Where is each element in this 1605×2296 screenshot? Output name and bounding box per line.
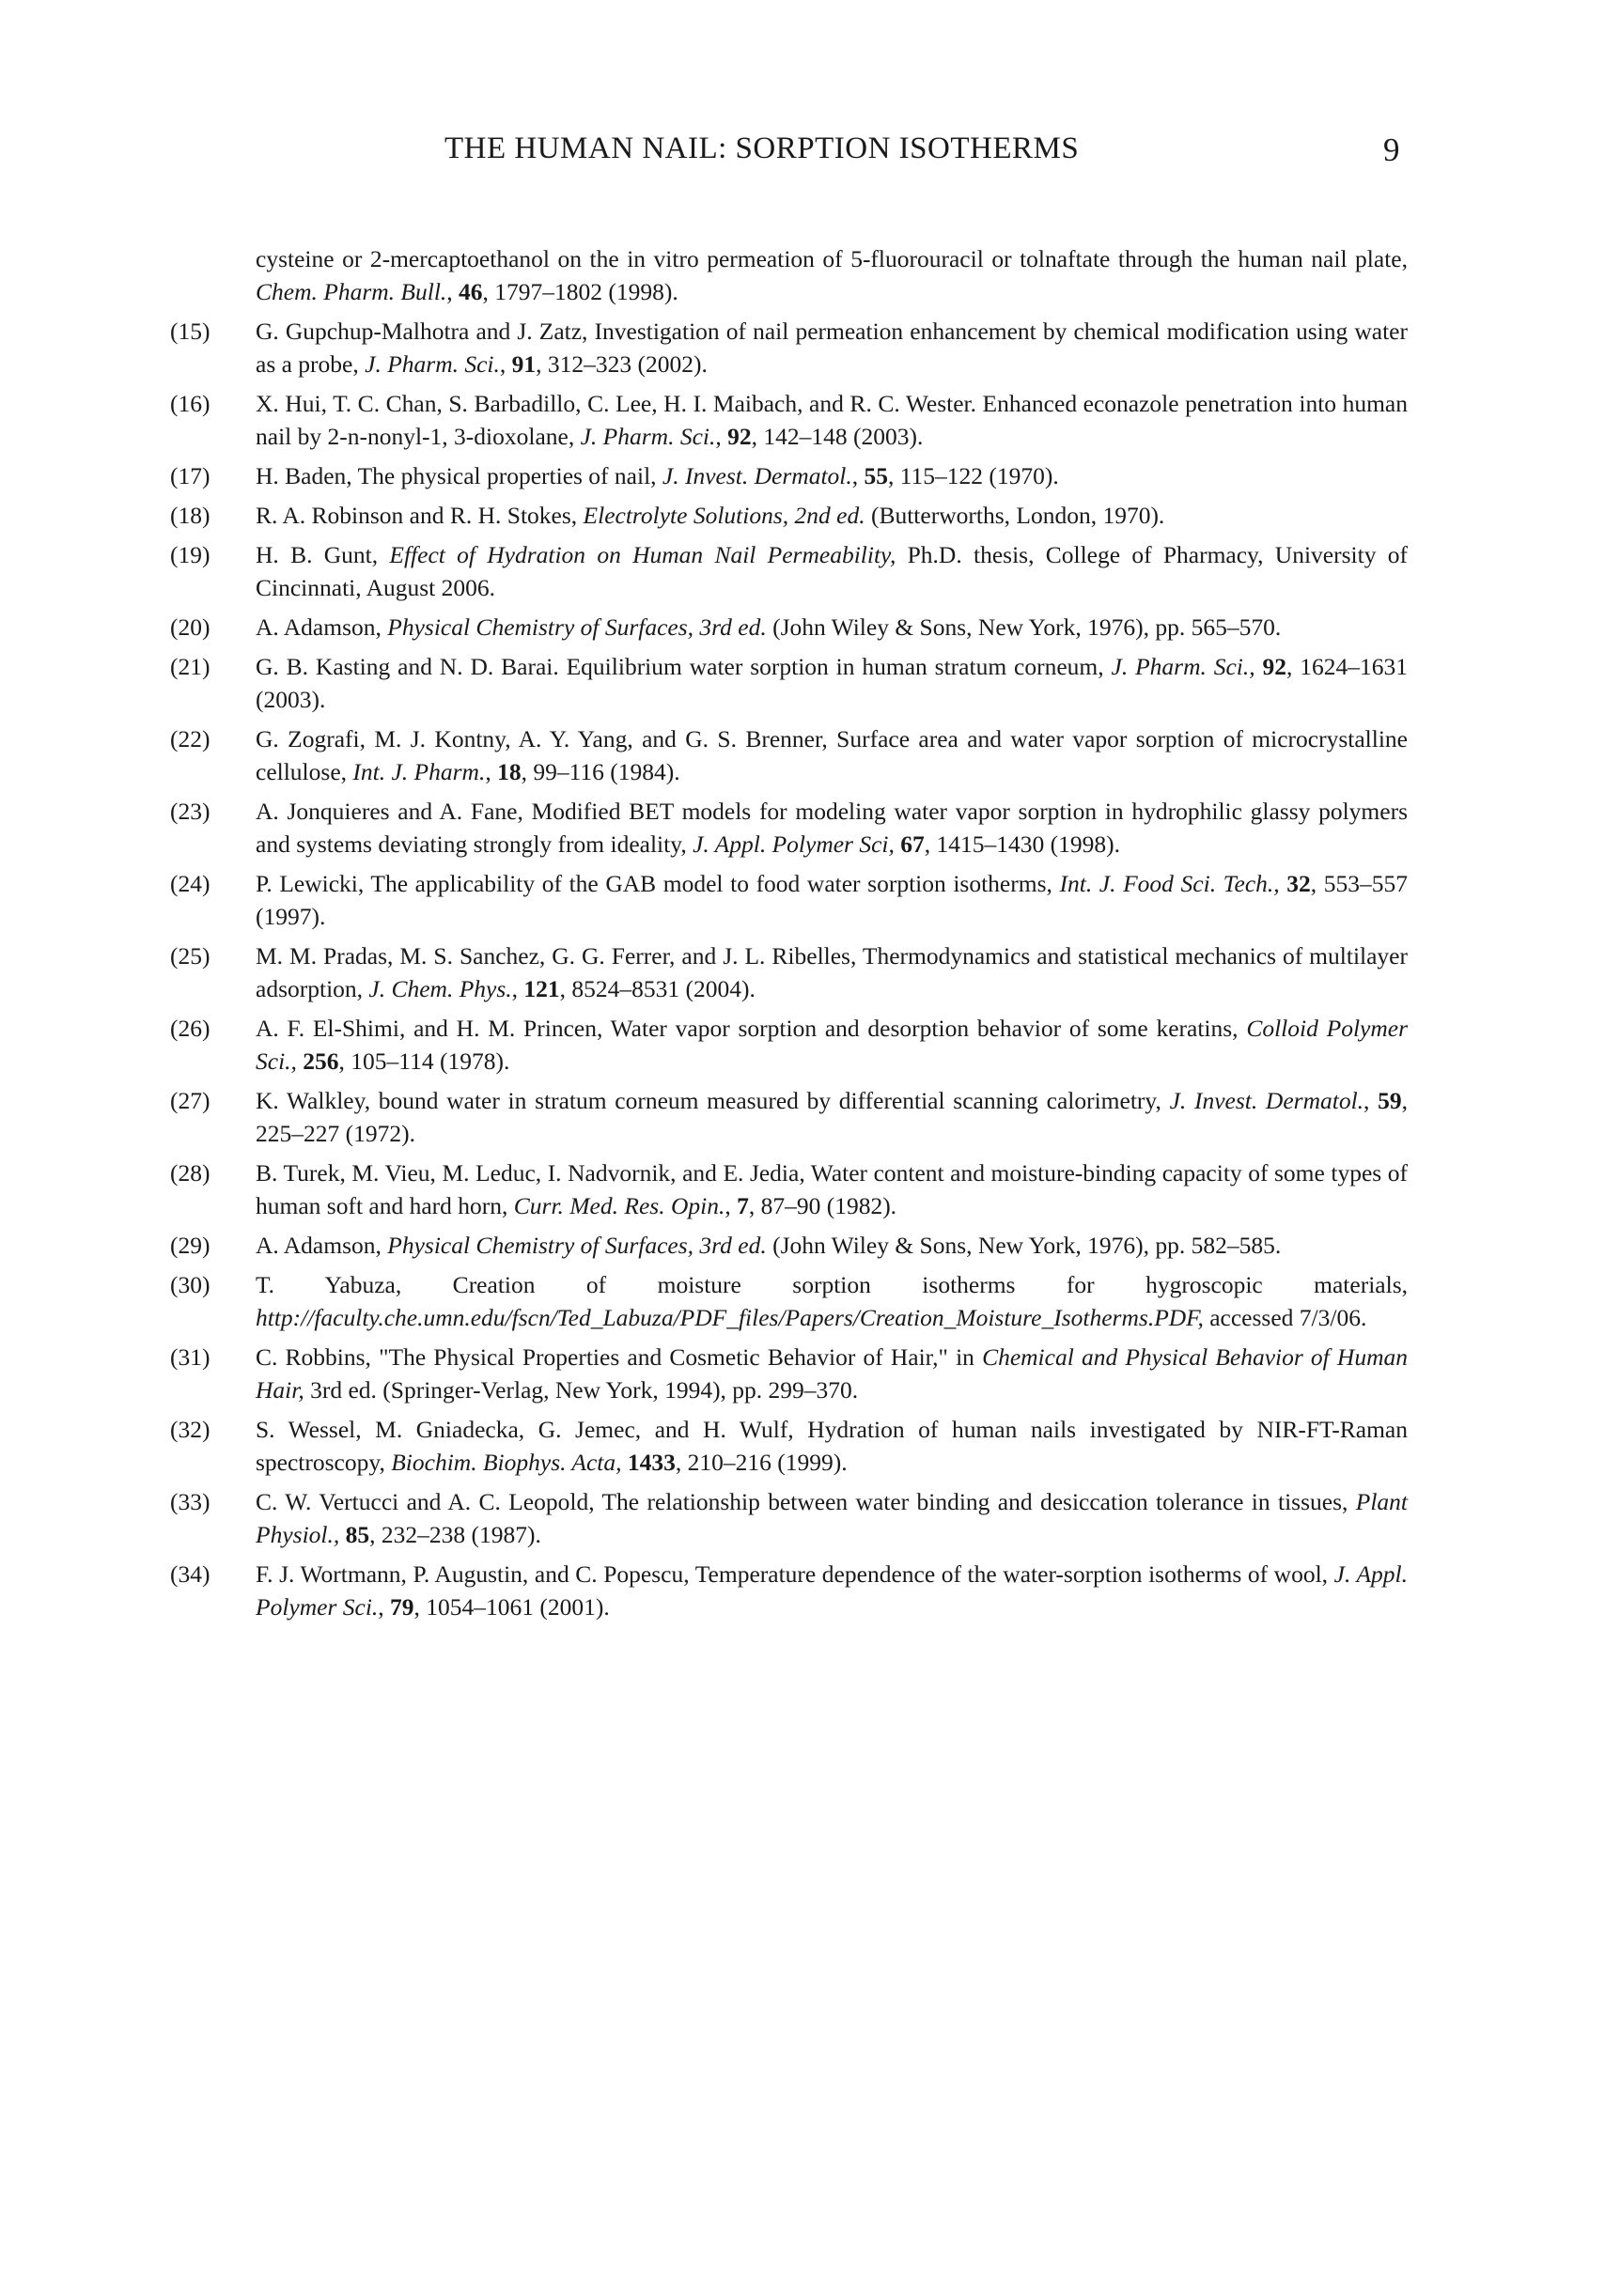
reference-source-italic: J. Pharm. Sci. [365, 350, 500, 378]
reference-text: T. Yabuza, Creation of moisture sorption isotherms for hygroscopic materials, [256, 1271, 1408, 1298]
reference-text: , 8524–8531 (2004). [559, 975, 756, 1002]
reference-text: , [499, 350, 512, 378]
reference-text: Ph.D. thesis, College of Pharmacy, University of Cincinnati, August 2006. [256, 541, 1408, 601]
reference-entry [170, 795, 1408, 861]
reference-source-italic: Physical Chemistry of Surfaces, 3rd ed. [387, 613, 767, 641]
reference-volume: 18 [497, 758, 522, 785]
reference-text: A. F. El-Shimi, and H. M. Princen, Water vapor sorption and desorption behavior of some keratins, [256, 1015, 1247, 1042]
reference-text: G. Gupchup-Malhotra and J. Zatz, Investigation of nail permeation enhancement by chemical modification using water as a probe, [256, 318, 1408, 378]
reference-text: S. Wessel, M. Gniadecka, G. Jemec, and H. Wulf, Hydration of human nails investigated by NIR-FT-Raman spectroscopy, [256, 1416, 1408, 1476]
reference-entry [170, 1485, 1408, 1551]
reference-entry [170, 1156, 1408, 1222]
reference-source-italic: J. Appl. Polymer Sci. [256, 1560, 1408, 1621]
reference-text: A. Adamson, [256, 613, 388, 641]
reference-source-italic: J. Invest. Dermatol. [662, 462, 852, 489]
reference-text: P. Lewicki, The applicability of the GAB model to food water sorption isotherms, [256, 870, 1060, 897]
reference-entry [170, 315, 1408, 380]
reference-entry [170, 611, 1408, 644]
reference-text: , 115–122 (1970). [888, 462, 1059, 489]
reference-text: (John Wiley & Sons, New York, 1976), pp. 565–570. [766, 613, 1282, 641]
reference-volume: 32 [1286, 870, 1311, 897]
reference-number: (25) [170, 942, 210, 970]
reference-number: (28) [170, 1159, 210, 1187]
reference-text: , 105–114 (1978). [338, 1047, 510, 1075]
reference-entry [170, 1341, 1408, 1406]
reference-number: (33) [170, 1488, 210, 1515]
running-title: THE HUMAN NAIL: SORPTION ISOTHERMS [444, 132, 1080, 165]
reference-volume: 85 [345, 1521, 370, 1548]
page-number: 9 [1383, 132, 1400, 168]
reference-volume: 1433 [627, 1449, 676, 1476]
reference-text: (John Wiley & Sons, New York, 1976), pp. 582–585. [766, 1232, 1282, 1259]
reference-volume: 92 [727, 423, 752, 450]
reference-number: (23) [170, 798, 210, 825]
reference-text: cysteine or 2-mercaptoethanol on the in vitro permeation of 5-fluorouracil or tolnaftate through the human nail plate, [256, 245, 1408, 272]
reference-source-italic: J. Pharm. Sci., [1111, 653, 1255, 680]
reference-entry [170, 650, 1409, 716]
reference-text: , 1797–1802 (1998). [482, 278, 678, 305]
reference-volume: 256 [303, 1047, 339, 1075]
reference-number: (19) [170, 541, 210, 568]
page-header [0, 132, 1605, 180]
reference-text: , [485, 758, 498, 785]
reference-volume: 59 [1378, 1087, 1402, 1114]
reference-source-italic: Chem. Pharm. Bull. [256, 278, 447, 305]
reference-source-italic: Effect of Hydration on Human Nail Permeability, [389, 541, 896, 568]
reference-entry [170, 387, 1408, 453]
reference-entry [170, 499, 1408, 532]
reference-text: K. Walkley, bound water in stratum corneum measured by differential scanning calorimetry, [256, 1087, 1170, 1114]
reference-number: (15) [170, 318, 210, 345]
reference-number: (26) [170, 1015, 210, 1042]
reference-entry [170, 1413, 1408, 1479]
reference-text: , [715, 423, 728, 450]
reference-text: C. W. Vertucci and A. C. Leopold, The relationship between water binding and desiccation tolerance in tissues, [256, 1488, 1356, 1515]
reference-source-italic: Electrolyte Solutions, 2nd ed. [583, 502, 865, 529]
reference-text: , [725, 1192, 738, 1219]
reference-text: X. Hui, T. C. Chan, S. Barbadillo, C. Lee, H. I. Maibach, and R. C. Wester. Enhanced econazole penetration into human nail by 2-n-nonyl-1, 3-dioxolane, [256, 390, 1408, 450]
reference-number: (30) [170, 1271, 210, 1298]
reference-number: (31) [170, 1343, 210, 1371]
reference-volume: 55 [864, 462, 888, 489]
reference-text: , 1624–1631 (2003). [256, 653, 1409, 713]
reference-number: (18) [170, 502, 210, 529]
reference-number: (24) [170, 870, 210, 897]
reference-source-italic: Chemical and Physical Behavior of Human Hair, [256, 1343, 1408, 1404]
reference-entry [170, 1012, 1408, 1078]
reference-entry [170, 1229, 1408, 1262]
reference-entry [170, 867, 1408, 933]
reference-text: (Butterworths, London, 1970). [865, 502, 1165, 529]
reference-volume: 92 [1262, 653, 1287, 680]
reference-source-italic: Int. J. Food Sci. Tech., [1059, 870, 1280, 897]
reference-volume: 79 [390, 1593, 414, 1621]
reference-text: , 225–227 (1972). [256, 1087, 1408, 1147]
reference-text: , 1054–1061 (2001). [413, 1593, 610, 1621]
reference-text: B. Turek, M. Vieu, M. Leduc, I. Nadvornik, and E. Jedia, Water content and moisture-binding capacity of some types of human soft and hard horn, [256, 1159, 1408, 1219]
reference-text: , 142–148 (2003). [751, 423, 924, 450]
reference-text: , [446, 278, 460, 305]
reference-entry [170, 939, 1408, 1005]
reference-text: H. B. Gunt, [256, 541, 390, 568]
reference-source-italic: Plant Physiol., [256, 1488, 1408, 1548]
reference-number: (20) [170, 613, 210, 641]
reference-text: , 210–216 (1999). [675, 1449, 848, 1476]
reference-text: R. A. Robinson and R. H. Stokes, [256, 502, 584, 529]
reference-number: (32) [170, 1416, 210, 1443]
reference-text: G. B. Kasting and N. D. Barai. Equilibrium water sorption in human stratum corneum, [256, 653, 1112, 680]
reference-source-italic: J. Appl. Polymer Sci, [693, 830, 895, 858]
reference-volume: 7 [737, 1192, 749, 1219]
reference-text: , 312–323 (2002). [536, 350, 708, 378]
reference-number: (16) [170, 390, 210, 417]
reference-text: , 232–238 (1987). [369, 1521, 541, 1548]
reference-entry [170, 538, 1408, 604]
reference-number: (34) [170, 1560, 210, 1588]
reference-source-italic: Physical Chemistry of Surfaces, 3rd ed. [387, 1232, 767, 1259]
reference-source-italic: http://faculty.che.umn.edu/fscn/Ted_Labuza/PDF_files/Papers/Creation_Moisture_Isotherms.PDF, [256, 1304, 1204, 1331]
reference-entry [170, 722, 1408, 788]
reference-number: (29) [170, 1232, 210, 1259]
reference-number: (21) [170, 653, 210, 680]
reference-volume: 46 [459, 278, 483, 305]
reference-text: M. M. Pradas, M. S. Sanchez, G. G. Ferrer, and J. L. Ribelles, Thermodynamics and statistical mechanics of multilayer adsorption, [256, 942, 1408, 1002]
reference-text: , [511, 975, 524, 1002]
reference-text: H. Baden, The physical properties of nail, [256, 462, 662, 489]
reference-text: , [378, 1593, 391, 1621]
reference-entry [170, 1084, 1408, 1150]
reference-volume: 121 [523, 975, 560, 1002]
reference-text: A. Jonquieres and A. Fane, Modified BET models for modeling water vapor sorption in hydrophilic glassy polymers and systems deviating strongly from ideality, [256, 798, 1408, 858]
reference-source-italic: Biochim. Biophys. Acta, [391, 1449, 622, 1476]
reference-source-italic: Curr. Med. Res. Opin. [513, 1192, 725, 1219]
reference-text: F. J. Wortmann, P. Augustin, and C. Popescu, Temperature dependence of the water-sorption isotherms of wool, [256, 1560, 1334, 1588]
reference-text: 3rd ed. (Springer-Verlag, New York, 1994), pp. 299–370. [304, 1376, 859, 1404]
reference-source-italic: Colloid Polymer Sci., [256, 1015, 1408, 1075]
reference-text: , 1415–1430 (1998). [924, 830, 1120, 858]
reference-text: , 87–90 (1982). [748, 1192, 897, 1219]
reference-source-italic: Int. J. Pharm. [352, 758, 486, 785]
reference-entry [170, 1558, 1408, 1623]
reference-text: , [1363, 1087, 1379, 1114]
reference-source-italic: J. Chem. Phys. [368, 975, 512, 1002]
reference-source-italic: J. Pharm. Sci. [580, 423, 716, 450]
reference-text [1255, 653, 1263, 680]
reference-text: , [851, 462, 865, 489]
reference-volume: 67 [900, 830, 925, 858]
reference-entry [170, 459, 1408, 492]
reference-text: G. Zografi, M. J. Kontny, A. Y. Yang, and G. S. Brenner, Surface area and water vapor sorption of microcrystalline cellulose, [256, 725, 1408, 785]
reference-text: , 553–557 (1997). [256, 870, 1408, 930]
reference-volume: 91 [511, 350, 537, 378]
reference-text: A. Adamson, [256, 1232, 388, 1259]
reference-entry [214, 242, 1408, 308]
reference-text: accessed 7/3/06. [1203, 1304, 1367, 1331]
reference-number: (17) [170, 462, 210, 489]
reference-number: (27) [170, 1087, 210, 1114]
reference-list [170, 242, 1409, 1630]
reference-number: (22) [170, 725, 210, 752]
reference-source-italic: J. Invest. Dermatol. [1169, 1087, 1364, 1114]
reference-text: C. Robbins, "The Physical Properties and Cosmetic Behavior of Hair," in [256, 1343, 983, 1371]
reference-text: , 99–116 (1984). [521, 758, 680, 785]
reference-entry [170, 1268, 1408, 1334]
